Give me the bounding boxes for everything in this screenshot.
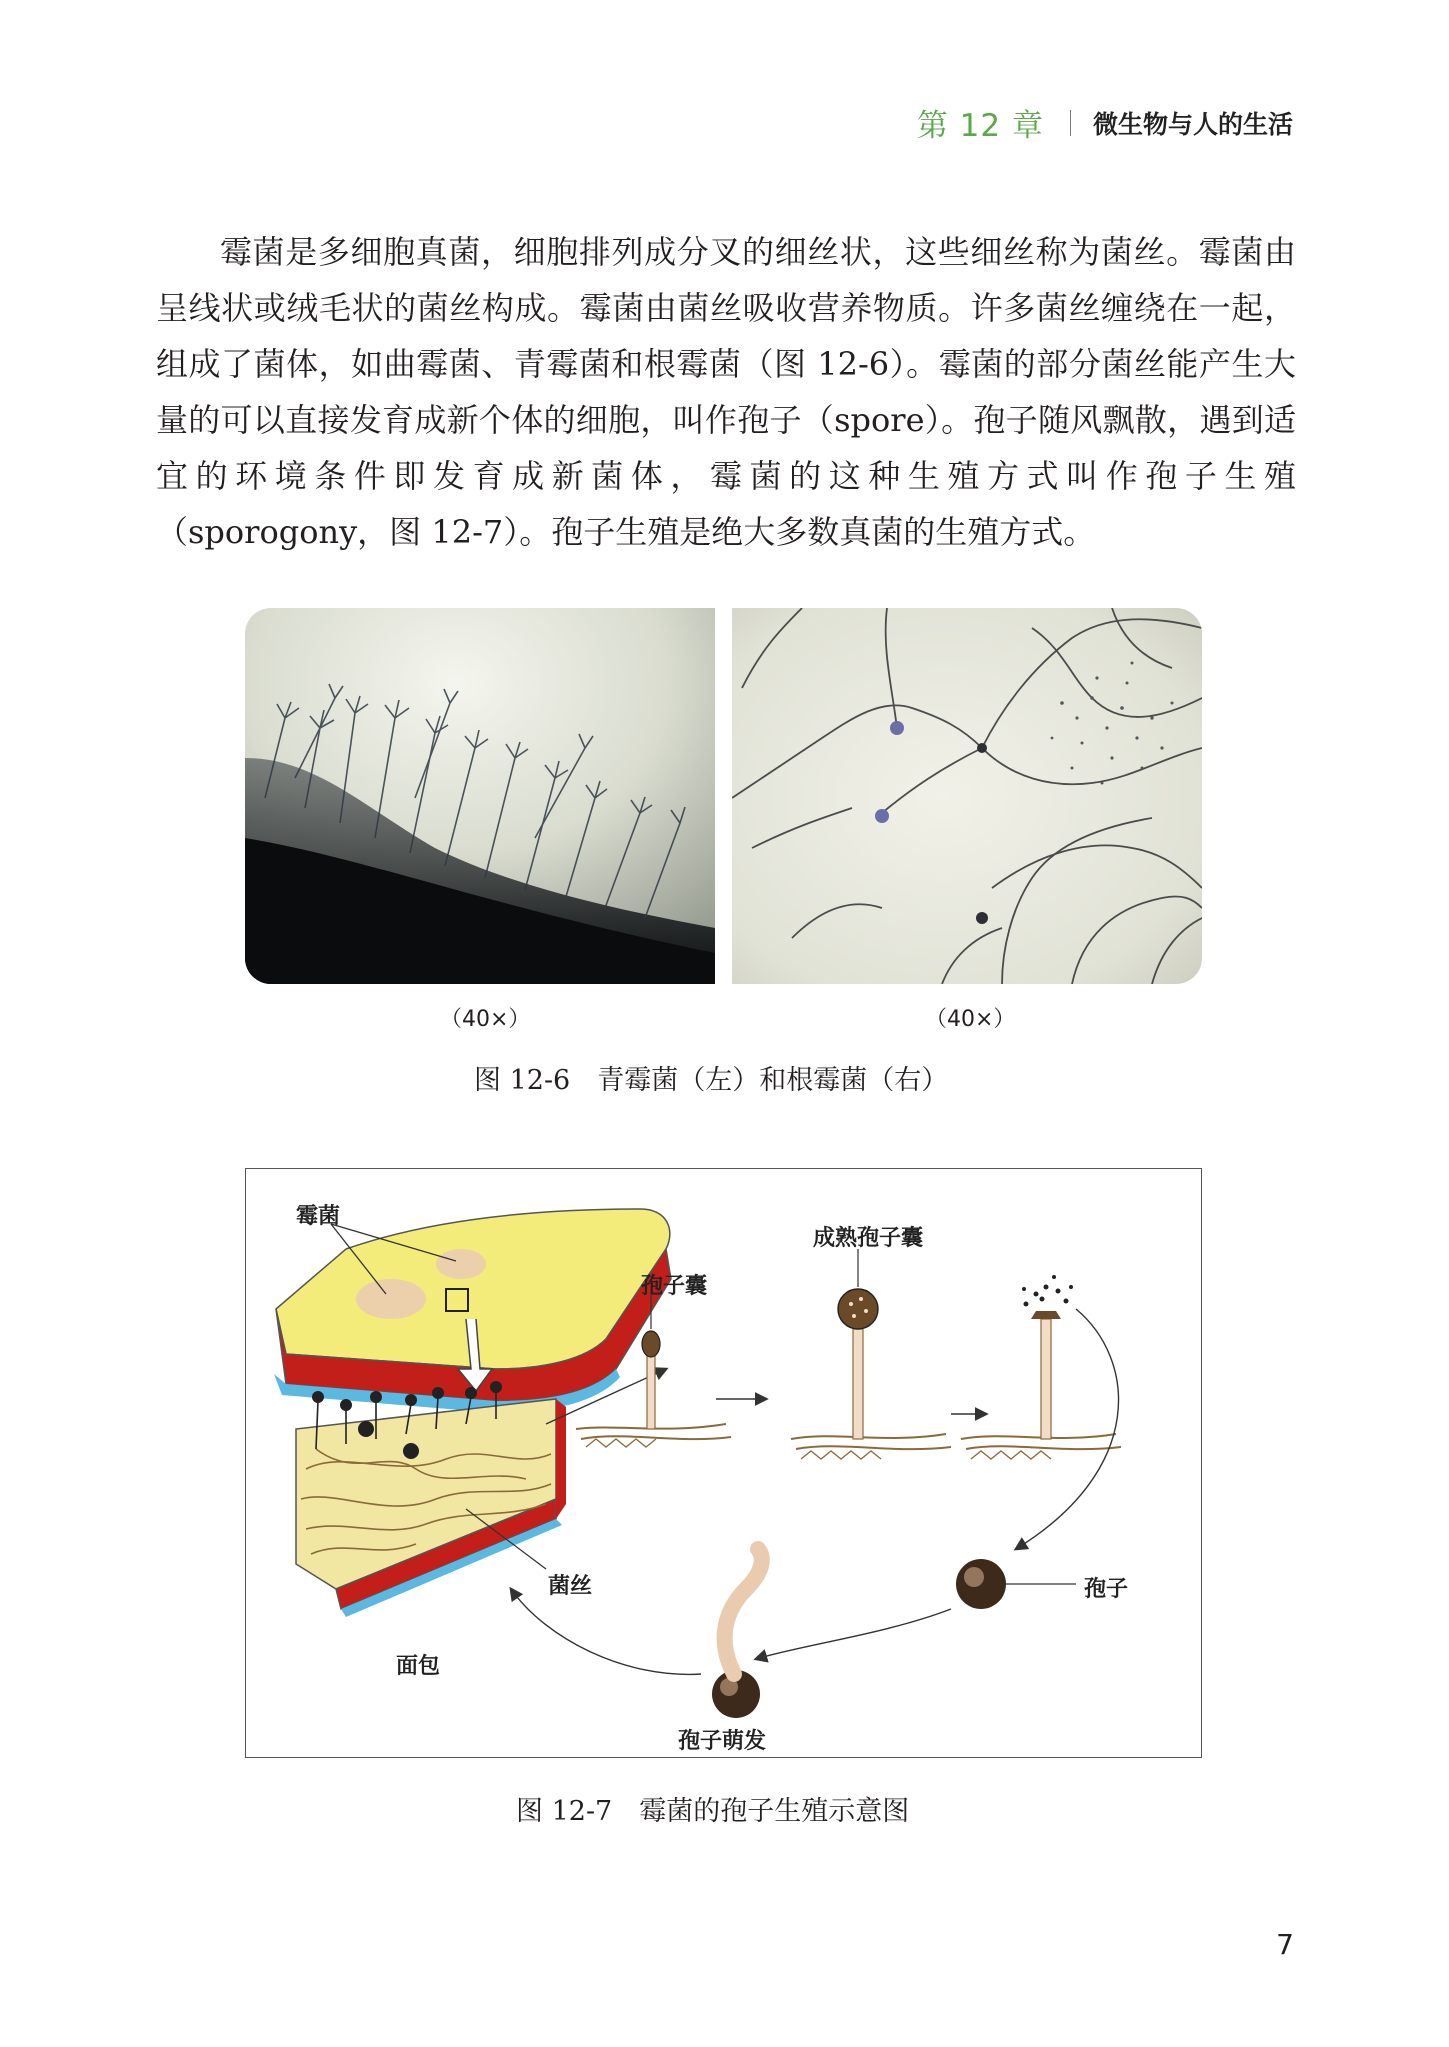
- body-paragraph: 霉菌是多细胞真菌，细胞排列成分叉的细丝状，这些细丝称为菌丝。霉菌由呈线状或绒毛状的菌丝构成。霉菌由菌丝吸收营养物质。许多菌丝缠绕在一起，组成了菌体，如曲霉菌、青霉菌和根霉菌（图 12-6）。霉菌的部分菌丝能产生大量的可以直接发育成新个体的细胞，叫作孢子（spore）。孢子随风飘散，遇到适宜的环境条件即发育成新菌体，霉菌的这种生殖方式叫作孢子生殖（sporogony，图 12-7）。孢子生殖是绝大多数真菌的生殖方式。: [156, 233, 1296, 551]
- label-mold: 霉菌: [296, 1204, 341, 1229]
- label-bread: 面包: [396, 1654, 441, 1679]
- rhizopus-micrograph: [732, 608, 1202, 984]
- spore-release-stage: [961, 1275, 1121, 1459]
- mature-sporangium-stage: [791, 1289, 951, 1459]
- label-spore-germination: 孢子萌发: [678, 1729, 767, 1754]
- header-divider: [1070, 110, 1071, 136]
- germinating-spore: [712, 1549, 762, 1718]
- enlarged-bread-block: [296, 1381, 566, 1617]
- chapter-number: 第 12 章: [916, 108, 1044, 144]
- left-magnification: （40×）: [440, 1007, 531, 1032]
- label-sporangium: 孢子囊: [641, 1274, 708, 1299]
- chapter-title: 微生物与人的生活: [1092, 109, 1293, 139]
- spore-reproduction-diagram: [245, 1168, 1202, 1758]
- figure-12-6-caption: 图 12-6 青霉菌（左）和根霉菌（右）: [474, 1065, 949, 1096]
- figure-12-7-caption: 图 12-7 霉菌的孢子生殖示意图: [516, 1796, 910, 1827]
- right-magnification: （40×）: [925, 1007, 1016, 1032]
- label-mature-sporangium: 成熟孢子囊: [813, 1226, 924, 1251]
- label-hyphae: 菌丝: [548, 1574, 593, 1599]
- label-spore: 孢子: [1084, 1577, 1129, 1602]
- penicillium-micrograph: [245, 608, 715, 984]
- running-head: [917, 100, 1293, 145]
- page-number: 7: [1276, 1928, 1294, 1961]
